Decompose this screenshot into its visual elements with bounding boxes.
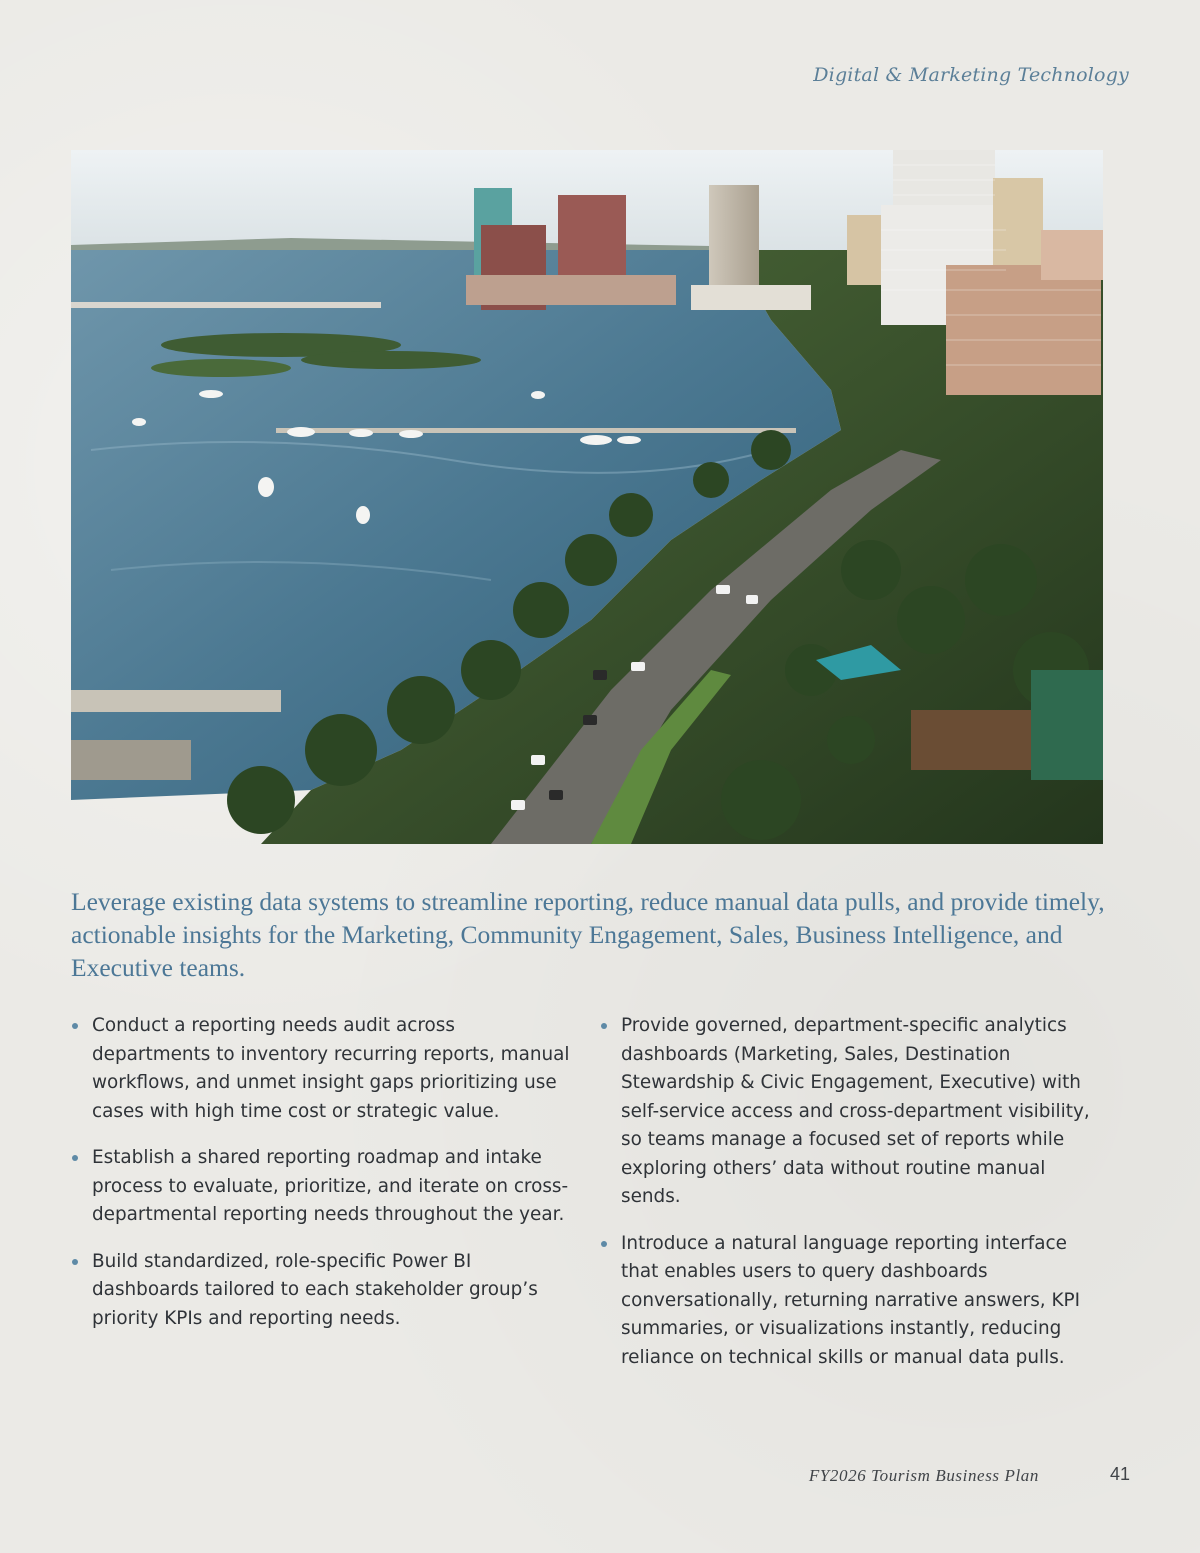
intro-statement: Leverage existing data systems to streamline reporting, reduce manual data pulls, and provide timely, actionable insights for the Marketing, Community Engagement, Sales, Business Intelligence, and Executive teams. [71, 887, 1105, 982]
list-item [71, 1144, 571, 1230]
list-item [600, 1230, 1105, 1373]
bullet-icon [601, 1023, 607, 1029]
list-item-text: Provide governed, department-specific analytics dashboards (Marketing, Sales, Destination Stewardship & Civic Engagement, Executive) with self-service access and cross-department visibility, so teams manage a focused set of reports while exploring others’ data without routine manual sends. [621, 1015, 1090, 1207]
bullet-icon [72, 1155, 78, 1161]
list-item-text: Build standardized, role-specific Power BI dashboards tailored to each stakeholder group’s priority KPIs and reporting needs. [92, 1250, 538, 1329]
list-item [71, 1248, 571, 1334]
bullet-list-left [71, 1012, 571, 1351]
bullet-icon [601, 1241, 607, 1247]
bullet-icon [72, 1023, 78, 1029]
list-item-text: Introduce a natural language reporting interface that enables users to query dashboards conversationally, returning narrative answers, KPI summaries, or visualizations instantly, reducing reliance on technical skills or manual data pulls. [621, 1232, 1081, 1368]
list-item [600, 1012, 1105, 1212]
bullet-list-right [600, 1012, 1105, 1390]
footer-doc-title: FY2026 Tourism Business Plan [808, 1466, 1039, 1485]
waterfront-photo [71, 150, 1103, 844]
bullet-icon [72, 1259, 78, 1265]
list-item [71, 1012, 571, 1126]
list-item-text: Establish a shared reporting roadmap and intake process to evaluate, prioritize, and iterate on cross-departmental reporting needs throughout the year. [92, 1147, 569, 1225]
list-item-text: Conduct a reporting needs audit across departments to inventory recurring reports, manual workflows, and unmet insight gaps prioritizing use cases with high time cost or strategic value. [92, 1015, 570, 1122]
page-number: 41 [1109, 1464, 1130, 1484]
section-title: Digital & Marketing Technology [813, 64, 1129, 86]
